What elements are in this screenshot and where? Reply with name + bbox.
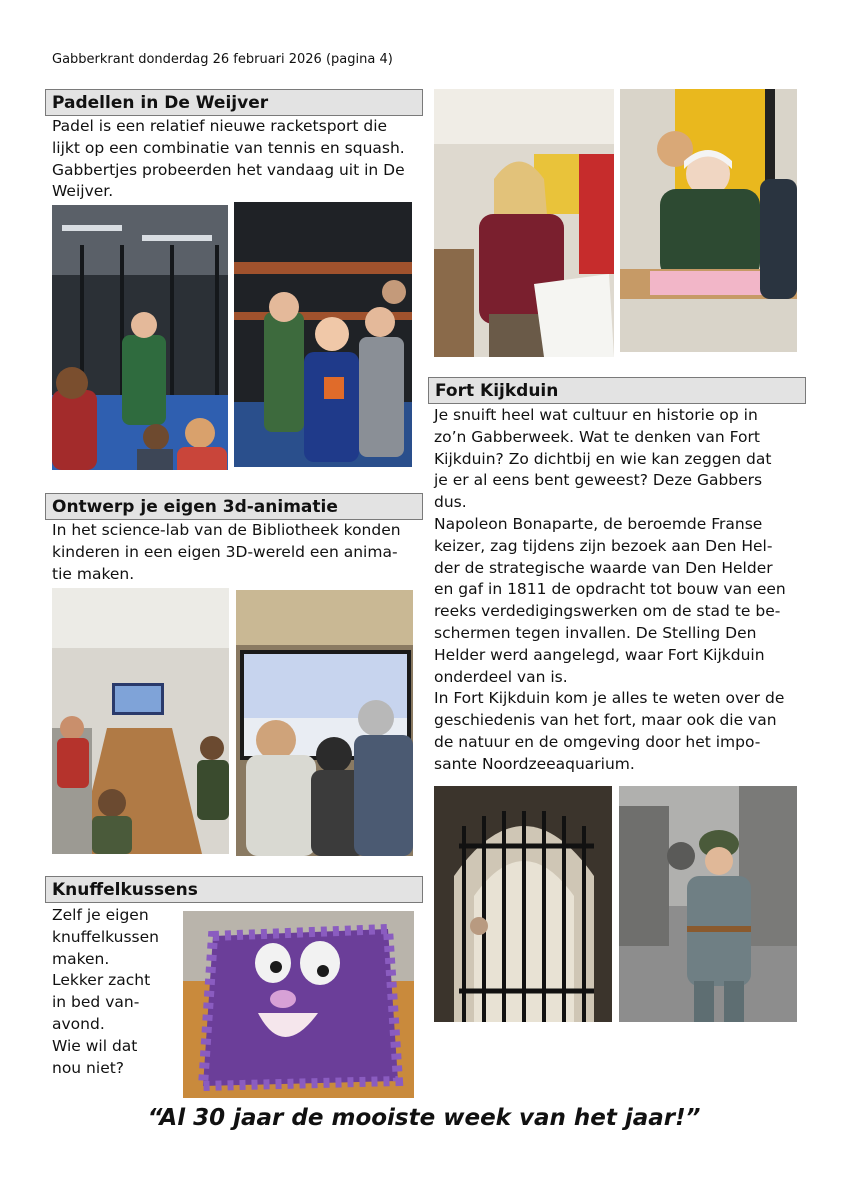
text-line: In het science-lab van de Bibliotheek konden xyxy=(52,521,401,539)
slogan: “Al 30 jaar de mooiste week van het jaar!” xyxy=(147,1105,701,1131)
text-line: avond. xyxy=(52,1014,105,1033)
text-line: kinderen in een eigen 3D-wereld een anima- xyxy=(52,542,398,561)
text-line: nou niet? xyxy=(52,1058,125,1077)
text-line: Weijver. xyxy=(52,182,114,201)
text-line: schermen tegen invallen. De Stelling Den xyxy=(434,623,757,642)
text-line: reeks verdedigingswerken om de stad te be- xyxy=(434,602,781,621)
knuffel-text xyxy=(52,905,182,1079)
text-line: je er al eens bent geweest? Deze Gabbers xyxy=(434,471,763,490)
text-line: Kijkduin? Zo dichtbij en wie kan zeggen dat xyxy=(434,449,772,468)
text-line: dus. xyxy=(434,493,467,512)
text-line: de natuur en de omgeving door het impo- xyxy=(434,732,761,751)
text-line: geschiedenis van het fort, maar ook die van xyxy=(434,711,777,730)
photo-fort-gate xyxy=(434,786,612,1022)
section-title-knuffel: Knuffelkussens xyxy=(45,876,423,903)
text-line: der de strategische waarde van Den Helder xyxy=(434,558,773,577)
text-line: in bed van- xyxy=(52,993,140,1012)
text-line: zo’n Gabberweek. Wat te denken van Fort xyxy=(434,427,760,446)
text-line: keizer, zag tijdens zijn bezoek aan Den Hel- xyxy=(434,536,773,555)
text-line: Helder werd aangelegd, waar Fort Kijkduin xyxy=(434,645,765,664)
padellen-text xyxy=(52,116,422,203)
text-line: Zelf je eigen xyxy=(52,906,149,924)
photo-padel-kids xyxy=(234,202,412,467)
section-title-ontwerp: Ontwerp je eigen 3d-animatie xyxy=(45,493,423,520)
text-line: knuffelkussen xyxy=(52,927,159,946)
text-line: Je snuift heel wat cultuur en historie op in xyxy=(434,406,758,424)
text-line: onderdeel van is. xyxy=(434,667,568,686)
text-line: Wie wil dat xyxy=(52,1036,138,1055)
text-line: sante Noordzeeaquarium. xyxy=(434,754,635,773)
ontwerp-text xyxy=(52,520,422,585)
text-line: en gaf in 1811 de opdracht tot bouw van een xyxy=(434,580,786,599)
photo-knuffelkussen xyxy=(183,911,414,1098)
text-line: Napoleon Bonaparte, de beroemde Franse xyxy=(434,514,763,533)
photo-animation-screen xyxy=(236,590,413,856)
photo-girl-crafting xyxy=(434,89,614,357)
photo-science-lab-room xyxy=(52,588,229,854)
text-line: In Fort Kijkduin kom je alles te weten over de xyxy=(434,689,785,708)
text-line: lijkt op een combinatie van tennis en squash. xyxy=(52,138,405,157)
page-header: Gabberkrant donderdag 26 februari 2026 (pagina 4) xyxy=(52,52,393,67)
photo-fort-soldier xyxy=(619,786,797,1022)
photo-padel-instructor xyxy=(52,205,228,470)
text-line: tie maken. xyxy=(52,564,135,583)
section-title-padellen: Padellen in De Weijver xyxy=(45,89,423,116)
text-line: Padel is een relatief nieuwe racketsport die xyxy=(52,117,388,135)
photo-grandma-crafting xyxy=(620,89,797,352)
fort-text xyxy=(434,405,806,776)
section-title-fort: Fort Kijkduin xyxy=(428,377,806,404)
text-line: maken. xyxy=(52,949,110,968)
text-line: Lekker zacht xyxy=(52,971,151,990)
text-line: Gabbertjes probeerden het vandaag uit in De xyxy=(52,160,405,179)
